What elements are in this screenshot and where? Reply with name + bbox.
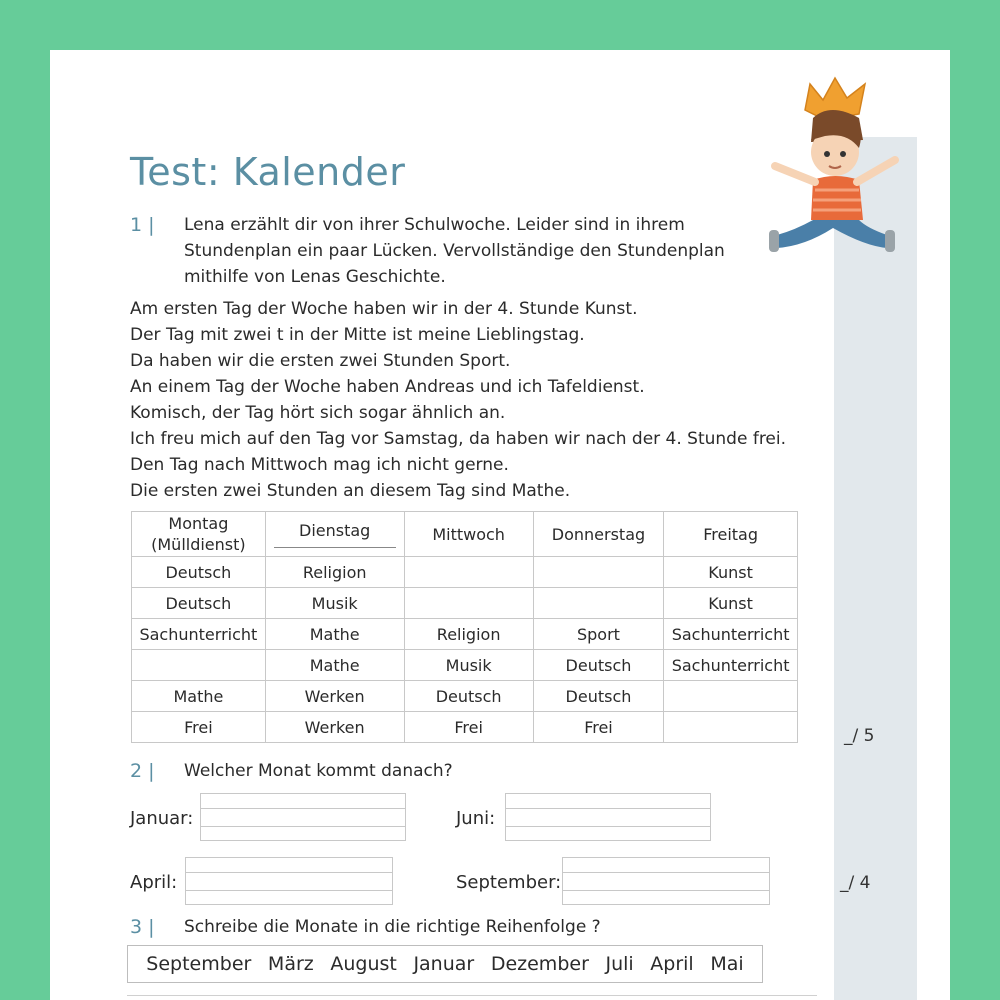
task-2-number: 2 |	[130, 760, 155, 782]
story-line: Am ersten Tag der Woche haben wir in der 4. Stunde Kunst.	[130, 299, 638, 319]
answer-lines-april[interactable]	[185, 857, 393, 905]
header-montag: Montag (Mülldienst)	[132, 512, 266, 557]
month-word: Dezember	[490, 953, 589, 975]
table-cell[interactable]: Sport	[533, 619, 663, 650]
boy-illustration	[755, 70, 950, 285]
table-cell[interactable]	[664, 681, 798, 712]
story-line: Der Tag mit zwei t in der Mitte ist meine Lieblingstag.	[130, 325, 585, 345]
story-line: Ich freu mich auf den Tag vor Samstag, da haben wir nach der 4. Stunde frei.	[130, 429, 787, 449]
table-cell[interactable]: Sachunterricht	[664, 650, 798, 681]
month-word-box	[127, 945, 763, 983]
month-word: August	[330, 953, 397, 975]
table-cell[interactable]: Religion	[404, 619, 533, 650]
month-word: März	[267, 953, 314, 975]
table-cell[interactable]	[533, 557, 663, 588]
task-2-score: _/ 4	[840, 873, 871, 893]
task-3-number: 3 |	[130, 916, 155, 938]
instruction-line: Stundenplan ein paar Lücken. Vervollständige den Stundenplan	[184, 241, 725, 261]
header-dienstag-label: Dienstag	[299, 521, 371, 540]
header-mittwoch: Mittwoch	[404, 512, 533, 557]
table-cell[interactable]: Deutsch	[132, 557, 266, 588]
table-row	[132, 681, 798, 712]
answer-lines-juni[interactable]	[505, 793, 711, 841]
story-line: Da haben wir die ersten zwei Stunden Sport.	[130, 351, 511, 371]
table-cell[interactable]	[404, 588, 533, 619]
timetable-header-row	[132, 512, 798, 557]
story-line: Die ersten zwei Stunden an diesem Tag sind Mathe.	[130, 481, 571, 501]
table-row	[132, 712, 798, 743]
story-line: An einem Tag der Woche haben Andreas und ich Tafeldienst.	[130, 377, 645, 397]
table-cell[interactable]: Mathe	[132, 681, 266, 712]
table-cell[interactable]: Sachunterricht	[664, 619, 798, 650]
month-word: April	[650, 953, 694, 975]
month-word: September	[146, 953, 252, 975]
timetable	[131, 511, 798, 743]
worksheet-page	[50, 50, 950, 1000]
month-label-juni: Juni:	[456, 808, 496, 829]
task-1-number: 1 |	[130, 214, 155, 236]
task-1-score: _/ 5	[844, 726, 875, 746]
month-label-april: April:	[130, 872, 178, 893]
month-word: Juli	[605, 953, 634, 975]
table-cell[interactable]	[132, 650, 266, 681]
table-row	[132, 588, 798, 619]
table-cell[interactable]: Kunst	[664, 588, 798, 619]
table-cell[interactable]: Werken	[265, 712, 404, 743]
table-row	[132, 650, 798, 681]
table-cell[interactable]: Deutsch	[132, 588, 266, 619]
month-word: Januar	[413, 953, 475, 975]
story-line: Den Tag nach Mittwoch mag ich nicht gerne.	[130, 455, 509, 475]
header-dienstag[interactable]	[265, 512, 404, 557]
story-line: Komisch, der Tag hört sich sogar ähnlich an.	[130, 403, 506, 423]
instruction-line: mithilfe von Lenas Geschichte.	[184, 267, 446, 287]
table-cell[interactable]	[664, 712, 798, 743]
table-cell[interactable]: Deutsch	[533, 681, 663, 712]
answer-lines-januar[interactable]	[200, 793, 406, 841]
header-donnerstag: Donnerstag	[533, 512, 663, 557]
task-2-instruction: Welcher Monat kommt danach?	[184, 761, 453, 781]
month-label-september: September:	[456, 872, 562, 893]
table-cell[interactable]	[404, 557, 533, 588]
answer-area-order[interactable]	[127, 995, 817, 1000]
month-label-januar: Januar:	[130, 808, 194, 829]
table-cell[interactable]: Musik	[265, 588, 404, 619]
month-word: Mai	[710, 953, 744, 975]
table-cell[interactable]: Frei	[132, 712, 266, 743]
table-cell[interactable]: Deutsch	[404, 681, 533, 712]
table-cell[interactable]	[533, 588, 663, 619]
table-cell[interactable]: Frei	[533, 712, 663, 743]
write-line	[274, 547, 396, 548]
table-cell[interactable]: Musik	[404, 650, 533, 681]
table-cell[interactable]: Frei	[404, 712, 533, 743]
header-freitag: Freitag	[664, 512, 798, 557]
table-cell[interactable]: Mathe	[265, 650, 404, 681]
instruction-line: Lena erzählt dir von ihrer Schulwoche. Leider sind in ihrem	[184, 215, 685, 235]
lena-story	[130, 296, 830, 504]
task-1-instruction	[184, 212, 725, 290]
table-cell[interactable]: Werken	[265, 681, 404, 712]
table-row	[132, 619, 798, 650]
table-cell[interactable]: Sachunterricht	[132, 619, 266, 650]
table-cell[interactable]: Kunst	[664, 557, 798, 588]
answer-lines-september[interactable]	[562, 857, 770, 905]
table-row	[132, 557, 798, 588]
task-3-instruction: Schreibe die Monate in die richtige Reihenfolge ?	[184, 917, 601, 937]
table-cell[interactable]: Mathe	[265, 619, 404, 650]
table-cell[interactable]: Religion	[265, 557, 404, 588]
page-title: Test: Kalender	[130, 150, 406, 194]
table-cell[interactable]: Deutsch	[533, 650, 663, 681]
